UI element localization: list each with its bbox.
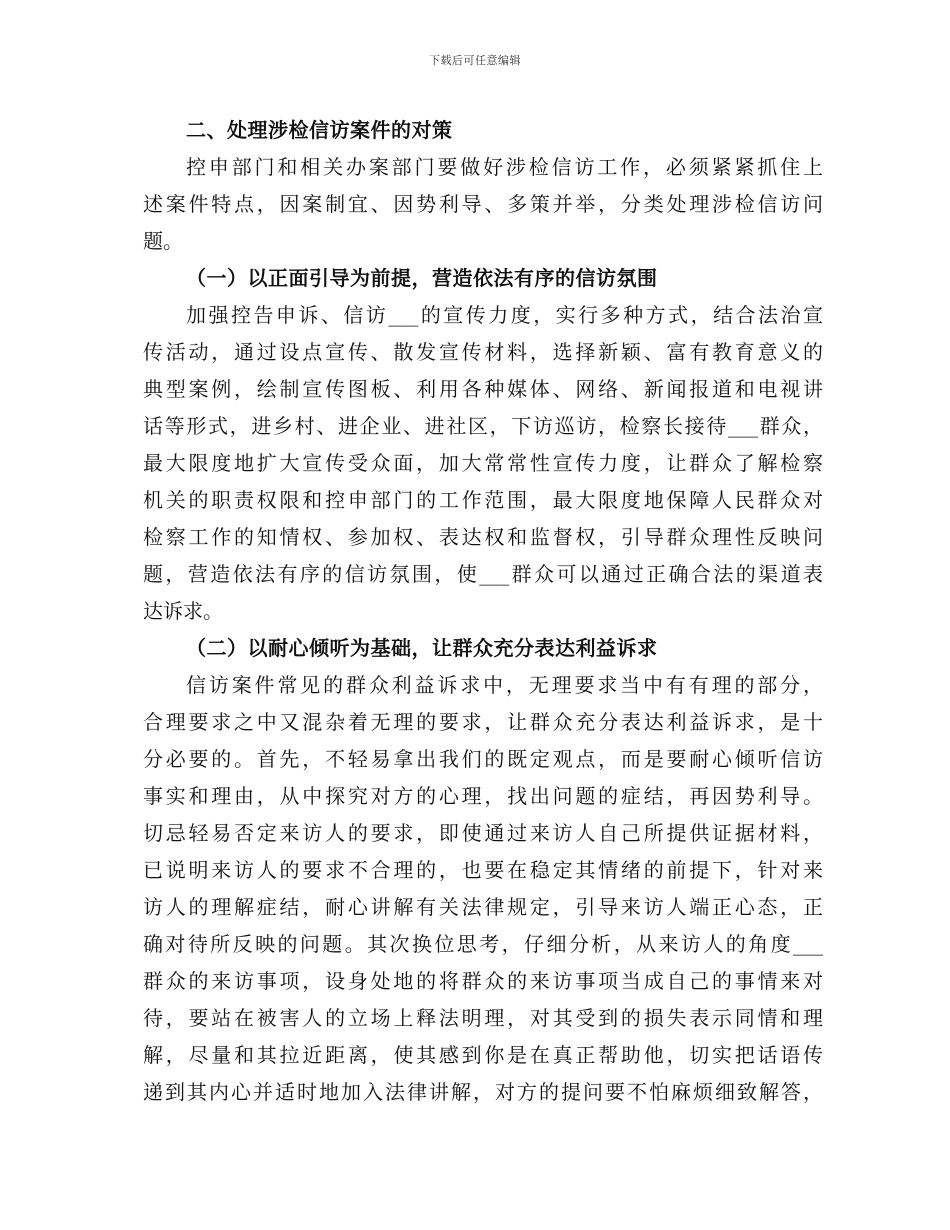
paragraph-line: 信访案件常见的群众利益诉求中，无理要求当中有有理的部分， (186, 673, 823, 697)
paragraph-line: 控申部门和相关办案部门要做好涉检信访工作，必须紧紧抓住上 (186, 155, 823, 179)
subsection-heading: （二）以耐心倾听为基础，让群众充分表达利益诉求 (186, 636, 658, 660)
paragraph-line: 机关的职责权限和控申部门的工作范围，最大限度地保障人民群众对 (143, 488, 823, 512)
paragraph-line: 加强控告申诉、信访___的宣传力度，实行多种方式，结合法治宣 (186, 303, 823, 327)
paragraph-line: 解，尽量和其拉近距离，使其感到你是在真正帮助他，切实把话语传 (143, 1043, 823, 1067)
subsection-heading: （一）以正面引导为前提，营造依法有序的信访氛围 (186, 266, 658, 290)
paragraph-line: 分必要的。首先，不轻易拿出我们的既定观点，而是要耐心倾听信访 (143, 747, 823, 771)
paragraph-line: 题。 (143, 229, 183, 253)
paragraph-line: 传活动，通过设点宣传、散发宣传材料，选择新颖、富有教育意义的 (143, 340, 823, 364)
paragraph-line: 切忌轻易否定来访人的要求，即使通过来访人自己所提供证据材料， (143, 821, 823, 845)
section-heading: 二、处理涉检信访案件的对策 (186, 118, 453, 142)
paragraph-line: 已说明来访人的要求不合理的，也要在稳定其情绪的前提下，针对来 (143, 858, 823, 882)
paragraph-line: 述案件特点，因案制宜、因势利导、多策并举，分类处理涉检信访问 (143, 192, 823, 216)
paragraph-line: 达诉求。 (143, 599, 223, 623)
paragraph (143, 149, 823, 260)
paragraph-line: 确对待所反映的问题。其次换位思考，仔细分析，从来访人的角度___ (143, 932, 823, 956)
paragraph-line: 最大限度地扩大宣传受众面，加大常常性宣传力度，让群众了解检察 (143, 451, 823, 475)
paragraph-line: 典型案例，绘制宣传图板、利用各种媒体、网络、新闻报道和电视讲 (143, 377, 823, 401)
paragraph-line: 话等形式，进乡村、进企业、进社区，下访巡访，检察长接待___群众， (143, 414, 823, 438)
paragraph (143, 297, 823, 630)
page-header: 下载后可任意编辑 (429, 54, 521, 67)
paragraph (143, 667, 823, 1111)
document-body (143, 112, 823, 1111)
paragraph-line: 事实和理由，从中探究对方的心理，找出问题的症结，再因势利导。 (143, 784, 823, 808)
paragraph-line: 待，要站在被害人的立场上释法明理，对其受到的损失表示同情和理 (143, 1006, 823, 1030)
paragraph-line: 递到其内心并适时地加入法律讲解，对方的提问要不怕麻烦细致解答， (143, 1080, 823, 1104)
paragraph-line: 群众的来访事项，设身处地的将群众的来访事项当成自己的事情来对 (143, 969, 823, 993)
paragraph-line: 访人的理解症结，耐心讲解有关法律规定，引导来访人端正心态，正 (143, 895, 823, 919)
paragraph-line: 题，营造依法有序的信访氛围，使___群众可以通过正确合法的渠道表 (143, 562, 823, 586)
paragraph-line: 合理要求之中又混杂着无理的要求，让群众充分表达利益诉求，是十 (143, 710, 823, 734)
paragraph-line: 检察工作的知情权、参加权、表达权和监督权，引导群众理性反映问 (143, 525, 823, 549)
